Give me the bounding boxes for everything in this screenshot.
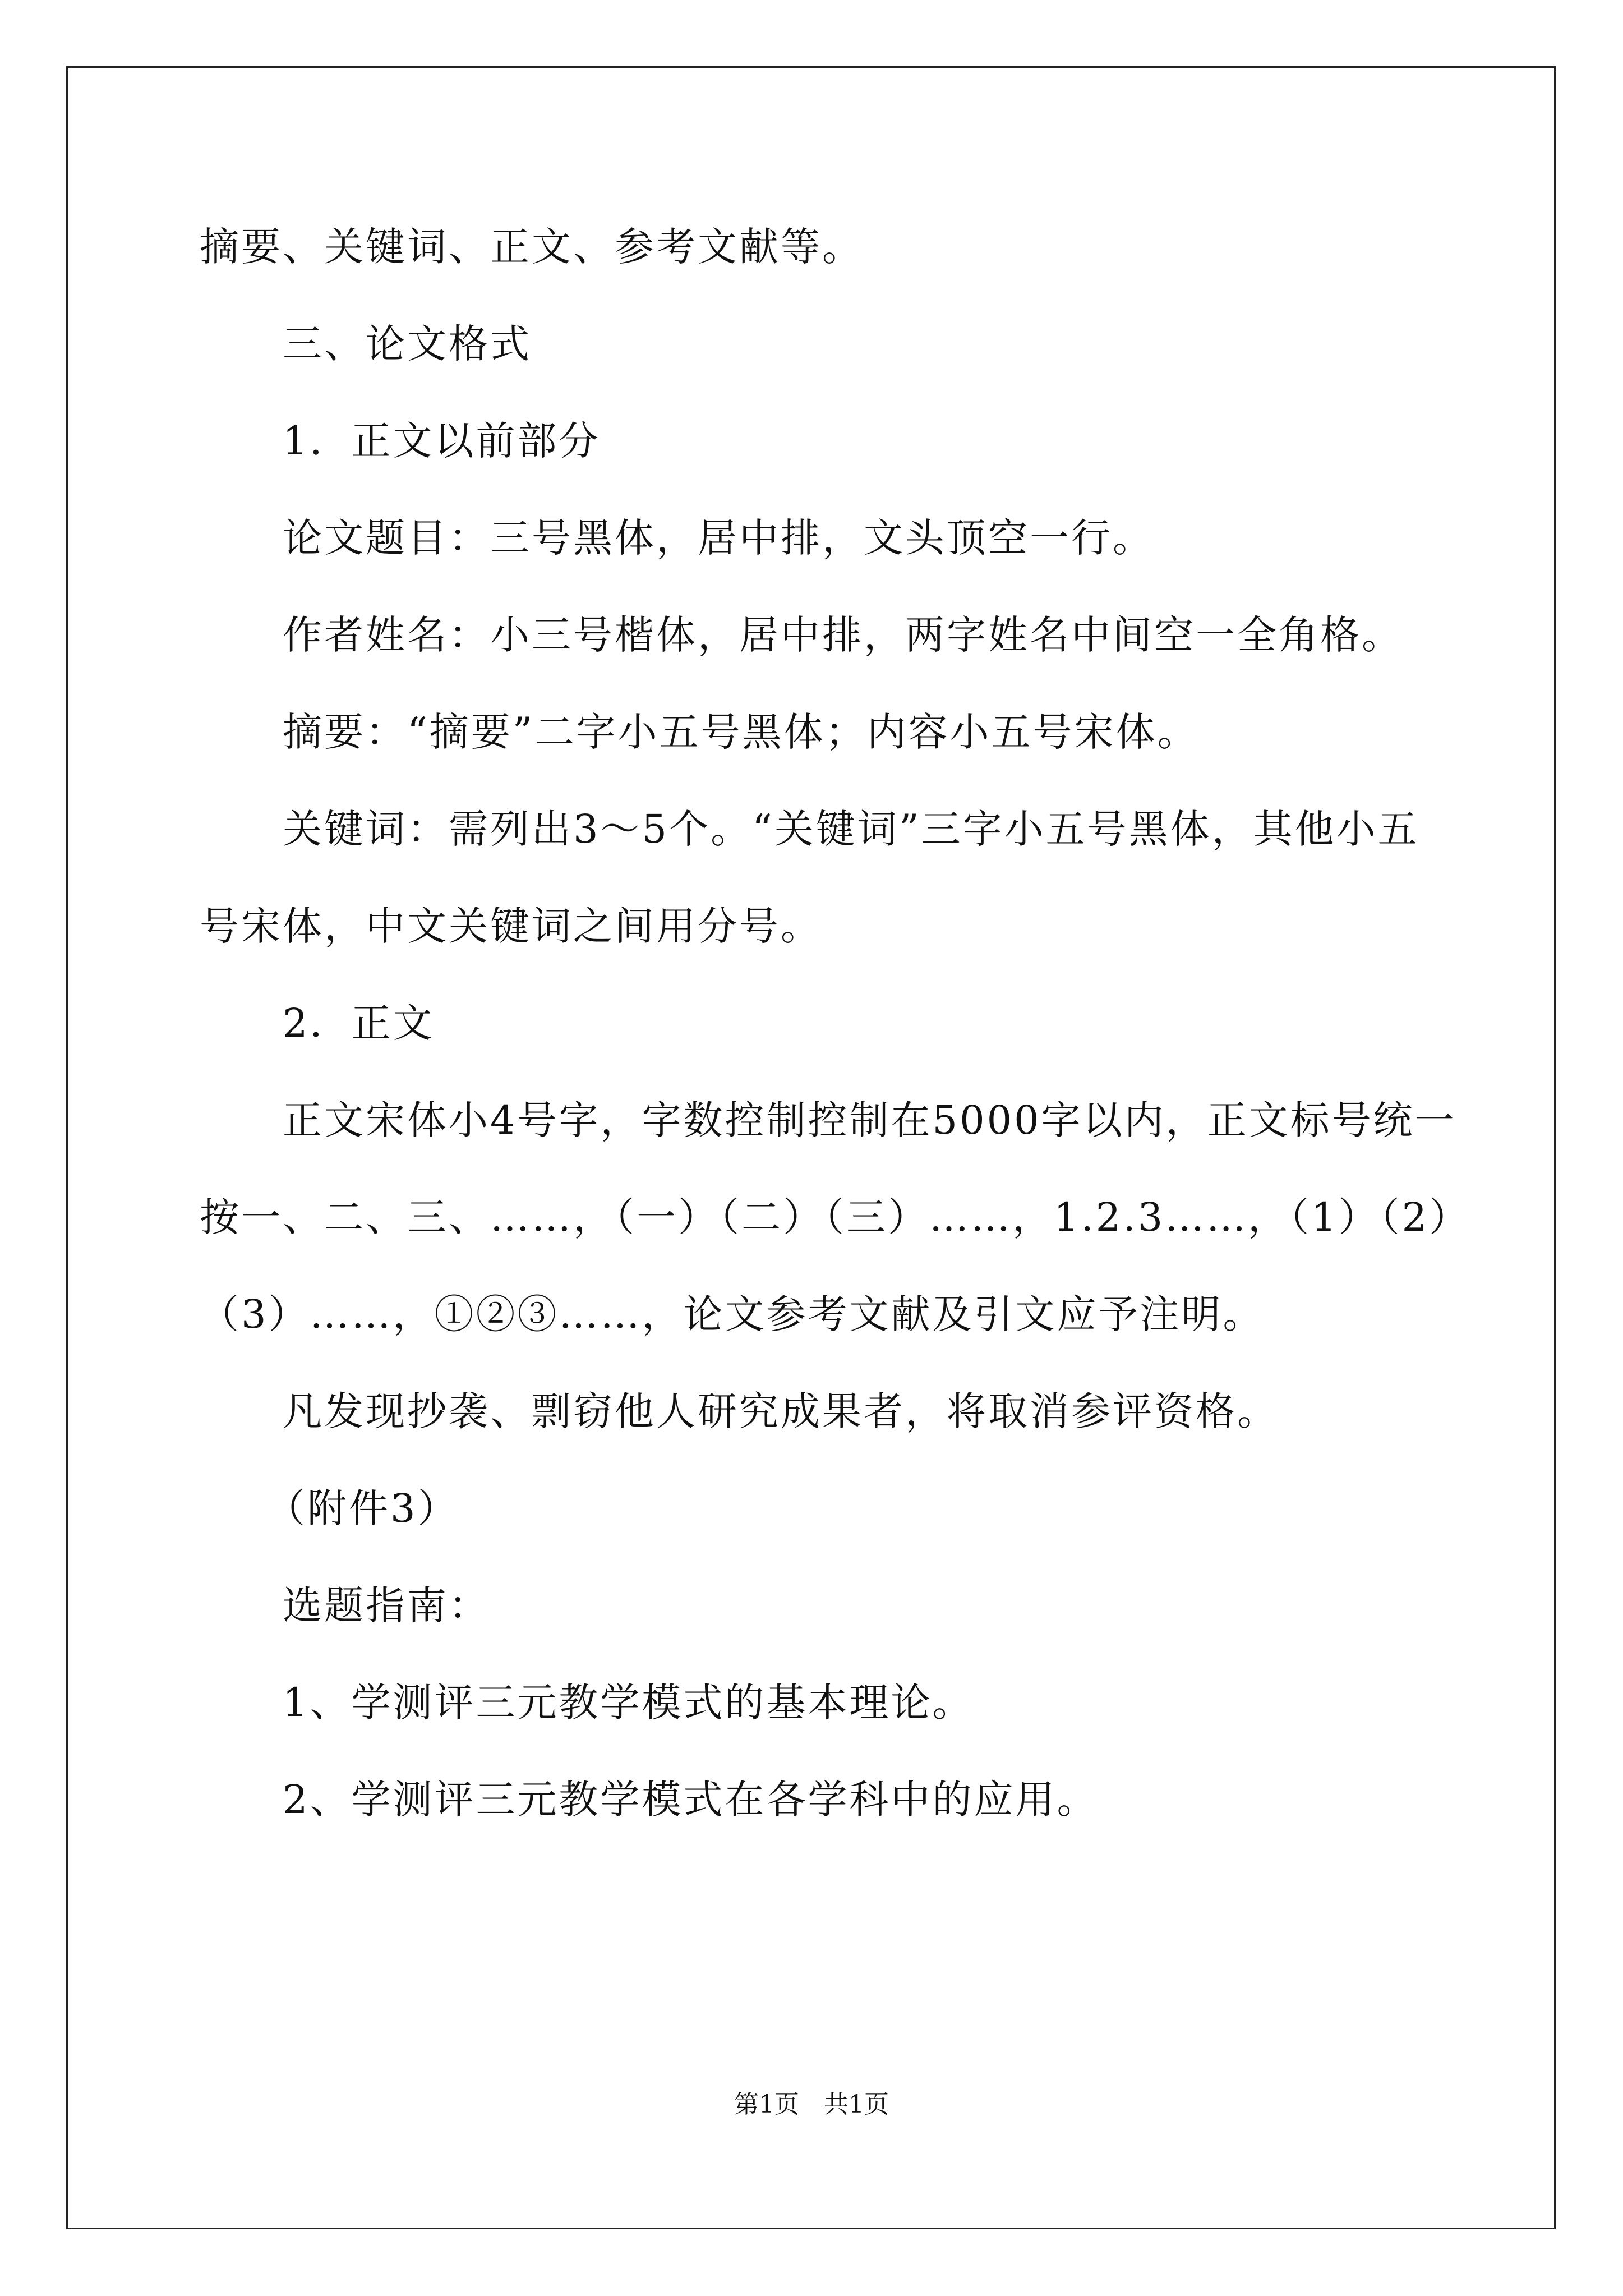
attachment-label: （附件3）: [266, 1485, 459, 1531]
section-heading: 选题指南：: [283, 1582, 490, 1628]
paragraph-line: 关键词：需列出3～5个。“关键词”三字小五号黑体，其他小五: [283, 806, 1419, 852]
paragraph-line: 摘要、关键词、正文、参考文献等。: [200, 224, 864, 270]
subsection-heading: 2．正文: [283, 1000, 435, 1046]
subsection-heading: 1．正文以前部分: [283, 418, 601, 464]
paragraph-line: 凡发现抄袭、剽窃他人研究成果者，将取消参评资格。: [283, 1388, 1279, 1434]
list-item: 2、学测评三元教学模式在各学科中的应用。: [283, 1777, 1099, 1823]
paragraph-line: 号宋体，中文关键词之间用分号。: [200, 903, 822, 949]
paragraph-line: 正文宋体小4号字，字数控制控制在5000字以内，正文标号统一: [283, 1097, 1456, 1143]
section-heading: 三、论文格式: [283, 321, 532, 367]
paragraph-line: 论文题目：三号黑体，居中排，文头顶空一行。: [283, 515, 1154, 561]
list-item: 1、学测评三元教学模式的基本理论。: [283, 1680, 974, 1726]
paragraph-line: 按一、二、三、……，（一）（二）（三）……，1.2.3……，（1）（2）: [200, 1194, 1471, 1240]
page-border: [66, 66, 1556, 2229]
paragraph-line: 摘要：“摘要”二字小五号黑体；内容小五号宋体。: [283, 709, 1199, 755]
page-footer: 第1页 共1页: [734, 2090, 889, 2119]
paragraph-line: 作者姓名：小三号楷体，居中排，两字姓名中间空一全角格。: [283, 612, 1403, 658]
paragraph-line: （3）……，①②③……，论文参考文献及引文应予注明。: [200, 1291, 1265, 1337]
